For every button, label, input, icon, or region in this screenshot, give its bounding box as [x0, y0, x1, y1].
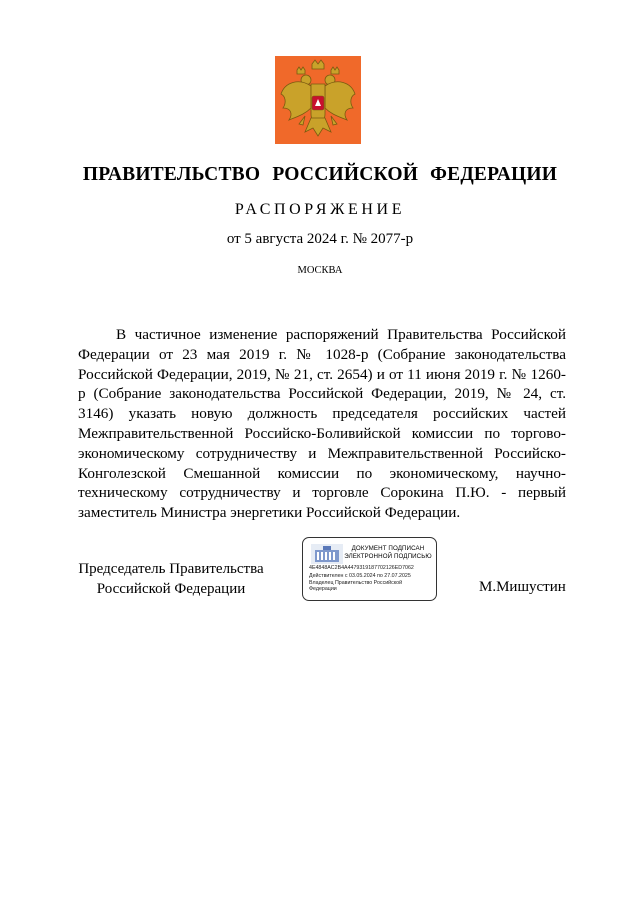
- signer-position-line1: Председатель Правительства: [78, 561, 264, 577]
- document-city: МОСКВА: [297, 265, 343, 276]
- government-title: ПРАВИТЕЛЬСТВО РОССИЙСКОЙ ФЕДЕРАЦИИ: [82, 164, 558, 185]
- coat-of-arms-emblem: [275, 56, 361, 144]
- document-date-number: от 5 августа 2024 г. № 2077-р: [226, 231, 414, 247]
- signer-position-line2: Российской Федерации: [96, 581, 246, 597]
- stamp-heading-line2: ЭЛЕКТРОННОЙ ПОДПИСЬЮ: [344, 552, 432, 560]
- stamp-owner-line2: Федерации: [309, 586, 337, 592]
- order-paragraph: В частичное изменение распоряжений Правительства Российской Федерации от 23 мая 2019 г. № 1028-р (Собрание законодательства Российской Федерации, 2019, № 21, ст. 2654) и от 11 июня 2019 г. № 1260-р (Собрание законодательства Российской Федерации, 2019, № 24, ст. 3146) указать новую должность председателя российских частей Межправительственной Российско-Боливийской комиссии по торгово-экономическому сотрудничеству и Межправительственной Российско-Конголезской Смешанной комиссии по экономическому, научно-техническому сотрудничеству и торговле Сорокина П.Ю. - первый заместитель Министра энергетики Российской Федерации.: [78, 326, 566, 522]
- stamp-heading: [343, 545, 433, 560]
- document-type: РАСПОРЯЖЕНИЕ: [234, 201, 406, 218]
- stamp-owner-line1: Владелец Правительство Российской: [309, 580, 403, 586]
- government-building-icon: [311, 544, 343, 564]
- stamp-serial: 4E4848AC2B4A4479319187702126ED7062: [309, 565, 414, 571]
- signer-name: М.Мишустин: [479, 579, 566, 595]
- stamp-validity: Действителен с 03.05.2024 по 27.07.2025: [309, 573, 411, 579]
- electronic-signature-stamp: [302, 537, 437, 601]
- signer-position: [70, 559, 272, 599]
- stamp-heading-line1: ДОКУМЕНТ ПОДПИСАН: [351, 545, 425, 552]
